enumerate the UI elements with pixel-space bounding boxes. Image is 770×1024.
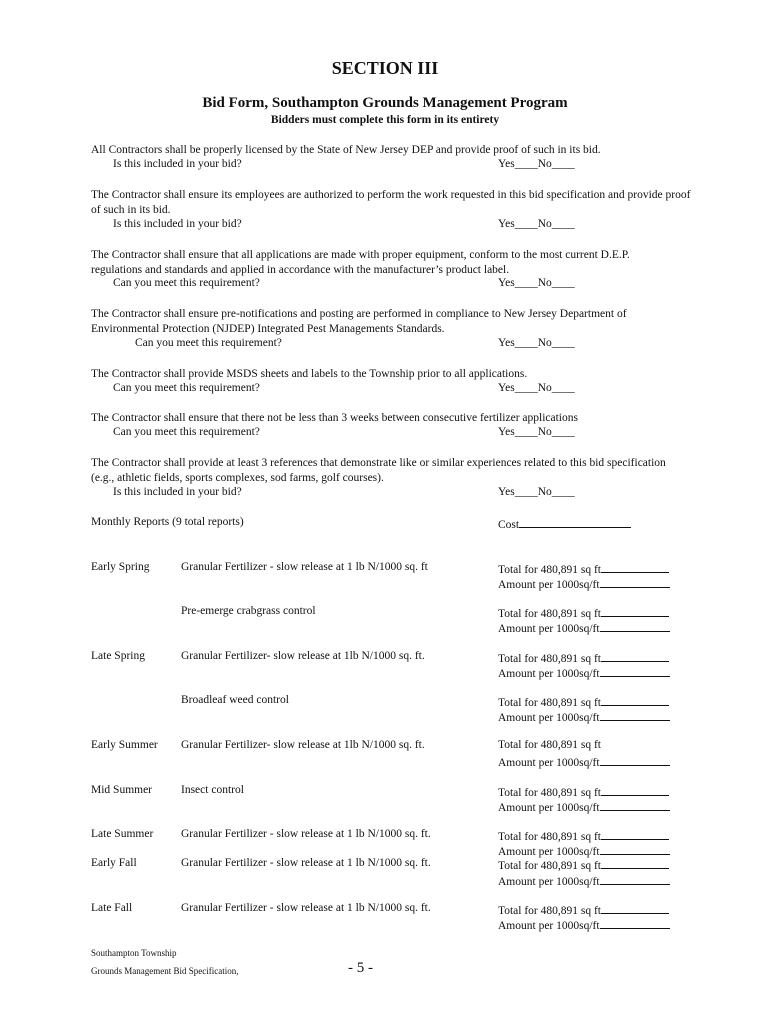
amount-label: Amount per 1000sq/ft [498, 623, 600, 635]
question-2-answer[interactable]: Yes____No____ [498, 218, 575, 230]
page-subtitle: Bidders must complete this form in its entirety [270, 114, 500, 126]
total-label: Total for 480,891 sq ft [498, 860, 602, 872]
season-label: Late Summer [91, 828, 154, 840]
amount-blank[interactable] [600, 709, 670, 721]
question-3-text: The Contractor shall ensure that all applications are made with proper equipment, conform to the most current D.E.P. regulations and standards and applied in accordance with the manufacturer’s product label. [91, 249, 630, 276]
footer-township: Southampton Township [91, 948, 177, 958]
question-4-prompt: Can you meet this requirement? [135, 337, 282, 349]
amount-label: Amount per 1000sq/ft [498, 668, 600, 680]
season-label: Late Spring [91, 650, 145, 662]
total-blank[interactable] [601, 605, 669, 617]
task-label: Granular Fertilizer - slow release at 1 lb N/1000 sq. ft [181, 561, 428, 573]
season-label: Early Spring [91, 561, 150, 573]
amount-label: Amount per 1000sq/ft [498, 757, 600, 769]
page-title: Bid Form, Southampton Grounds Management Program [202, 95, 568, 111]
total-label: Total for 480,891 sq ft [498, 739, 602, 751]
total-label: Total for 480,891 sq ft [498, 787, 602, 799]
amount-label: Amount per 1000sq/ft [498, 802, 600, 814]
task-label: Pre-emerge crabgrass control [181, 605, 316, 617]
total-field[interactable] [498, 650, 669, 665]
question-1-answer[interactable]: Yes____No____ [498, 158, 575, 170]
amount-field[interactable] [498, 709, 670, 724]
total-field[interactable] [498, 739, 601, 751]
amount-blank[interactable] [600, 917, 670, 929]
question-3-prompt: Can you meet this requirement? [113, 277, 260, 289]
question-4-answer[interactable]: Yes____No____ [498, 337, 575, 349]
question-1-prompt: Is this included in your bid? [113, 158, 242, 170]
amount-label: Amount per 1000sq/ft [498, 876, 600, 888]
amount-blank[interactable] [600, 843, 670, 855]
amount-field[interactable] [498, 873, 670, 888]
task-label: Granular Fertilizer - slow release at 1 lb N/1000 sq. ft. [181, 857, 431, 869]
total-field[interactable] [498, 561, 669, 576]
season-label: Late Fall [91, 902, 133, 914]
season-label: Mid Summer [91, 784, 153, 796]
season-label: Early Fall [91, 857, 137, 869]
total-blank[interactable] [601, 694, 669, 706]
total-label: Total for 480,891 sq ft [498, 905, 602, 917]
total-blank[interactable] [601, 857, 669, 869]
question-7-text: The Contractor shall provide at least 3 references that demonstrate like or similar experiences related to this bid specification (e.g., athletic fields, sports complexes, sod farms, golf courses). [91, 457, 666, 484]
amount-field[interactable] [498, 917, 670, 932]
total-blank[interactable] [601, 561, 669, 573]
question-7-answer[interactable]: Yes____No____ [498, 486, 575, 498]
amount-label: Amount per 1000sq/ft [498, 920, 600, 932]
total-label: Total for 480,891 sq ft [498, 608, 602, 620]
amount-field[interactable] [498, 799, 670, 814]
task-label: Granular Fertilizer - slow release at 1 lb N/1000 sq. ft. [181, 902, 431, 914]
question-5-answer[interactable]: Yes____No____ [498, 382, 575, 394]
amount-label: Amount per 1000sq/ft [498, 579, 600, 591]
question-6-prompt: Can you meet this requirement? [113, 426, 260, 438]
amount-field[interactable] [498, 665, 670, 680]
total-label: Total for 480,891 sq ft [498, 831, 602, 843]
amount-field[interactable] [498, 754, 670, 769]
total-field[interactable] [498, 857, 669, 872]
task-label: Broadleaf weed control [181, 694, 289, 706]
total-label: Total for 480,891 sq ft [498, 653, 602, 665]
amount-blank[interactable] [600, 620, 670, 632]
total-label: Total for 480,891 sq ft [498, 697, 602, 709]
total-blank[interactable] [601, 828, 669, 840]
total-field[interactable] [498, 694, 669, 709]
total-field[interactable] [498, 828, 669, 843]
question-4-text: The Contractor shall ensure pre-notifications and posting are performed in compliance to New Jersey Department of Environmental Protection (NJDEP) Integrated Pest Managements Standards. [91, 308, 627, 335]
amount-blank[interactable] [600, 873, 670, 885]
question-6-text: The Contractor shall ensure that there not be less than 3 weeks between consecutive fertilizer applications [91, 412, 578, 424]
cost-field[interactable] [498, 516, 631, 531]
footer-spec: Grounds Management Bid Specification, [91, 966, 239, 976]
amount-blank[interactable] [600, 754, 670, 766]
total-field[interactable] [498, 784, 669, 799]
task-label: Insect control [181, 784, 244, 796]
cost-label: Cost [498, 519, 520, 531]
total-blank[interactable] [601, 902, 669, 914]
question-6-answer[interactable]: Yes____No____ [498, 426, 575, 438]
question-2-prompt: Is this included in your bid? [113, 218, 242, 230]
question-1-text: All Contractors shall be properly licensed by the State of New Jersey DEP and provide proof of such in its bid. [91, 144, 601, 156]
amount-label: Amount per 1000sq/ft [498, 712, 600, 724]
question-3-answer[interactable]: Yes____No____ [498, 277, 575, 289]
section-heading: SECTION III [331, 58, 439, 78]
monthly-reports-label: Monthly Reports (9 total reports) [91, 516, 244, 528]
total-field[interactable] [498, 902, 669, 917]
amount-field[interactable] [498, 843, 670, 858]
amount-blank[interactable] [600, 665, 670, 677]
amount-field[interactable] [498, 576, 670, 591]
amount-field[interactable] [498, 620, 670, 635]
task-label: Granular Fertilizer - slow release at 1 lb N/1000 sq. ft. [181, 828, 431, 840]
cost-blank[interactable] [519, 516, 631, 528]
question-5-prompt: Can you meet this requirement? [113, 382, 260, 394]
total-blank[interactable] [601, 650, 669, 662]
amount-blank[interactable] [600, 576, 670, 588]
amount-label: Amount per 1000sq/ft [498, 846, 600, 858]
question-2-text: The Contractor shall ensure its employees are authorized to perform the work requested in this bid specification and provide proof of such in its bid. [91, 189, 691, 216]
total-field[interactable] [498, 605, 669, 620]
total-blank[interactable] [601, 784, 669, 796]
season-label: Early Summer [91, 739, 158, 751]
question-5-text: The Contractor shall provide MSDS sheets and labels to the Township prior to all applications. [91, 368, 528, 380]
total-label: Total for 480,891 sq ft [498, 564, 602, 576]
amount-blank[interactable] [600, 799, 670, 811]
task-label: Granular Fertilizer- slow release at 1lb N/1000 sq. ft. [181, 739, 425, 751]
question-7-prompt: Is this included in your bid? [113, 486, 242, 498]
task-label: Granular Fertilizer- slow release at 1lb N/1000 sq. ft. [181, 650, 425, 662]
page-number: - 5 - [348, 960, 373, 976]
